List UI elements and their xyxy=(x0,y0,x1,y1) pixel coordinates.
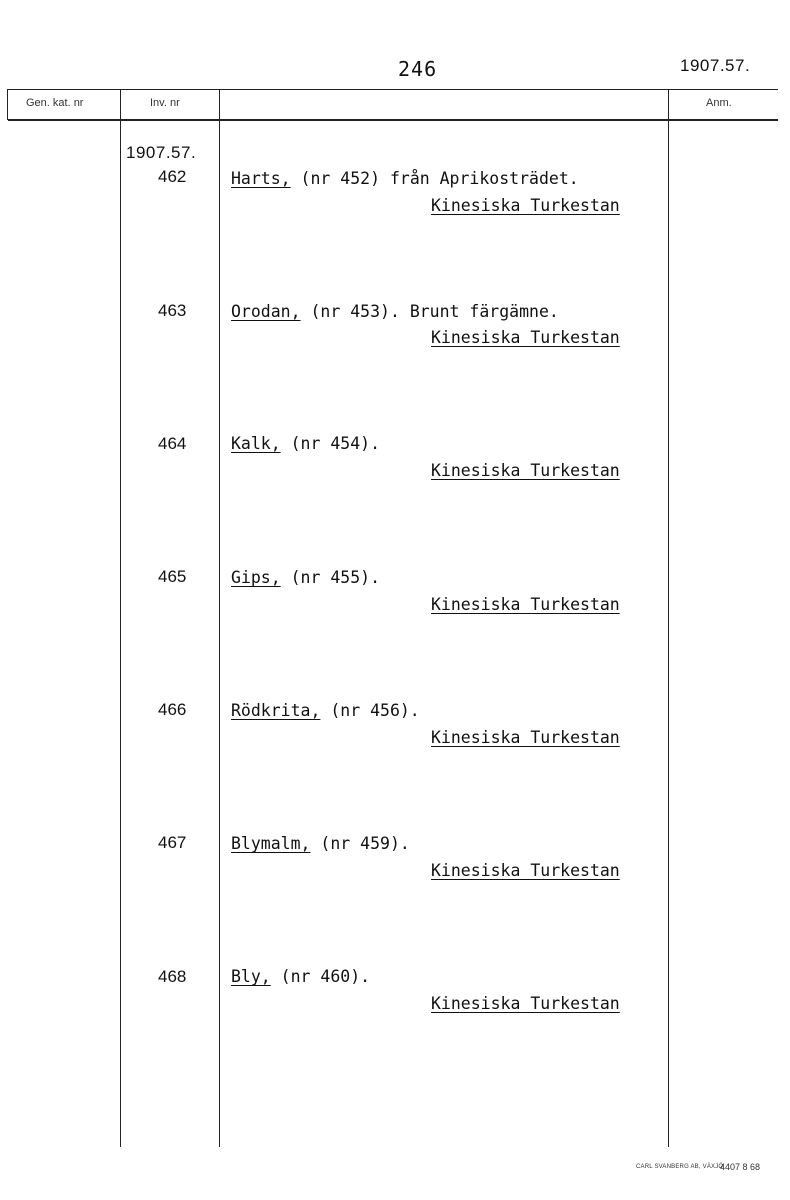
entry-origin: Kinesiska Turkestan xyxy=(431,728,620,747)
entry-detail: (nr 453). Brunt färgämne. xyxy=(300,302,559,321)
inv-number: 462 xyxy=(158,167,187,186)
header-bottom-rule xyxy=(8,119,778,121)
entry-origin: Kinesiska Turkestan xyxy=(431,328,620,347)
entry-name: Orodan, xyxy=(231,302,301,321)
inv-number: 468 xyxy=(158,967,187,986)
entry-name: Gips, xyxy=(231,568,281,587)
inv-number: 464 xyxy=(158,434,187,453)
form-number: 4407 8 68 xyxy=(720,1162,761,1172)
entry-origin: Kinesiska Turkestan xyxy=(431,196,620,215)
column-divider-gen-inv xyxy=(120,89,121,1147)
entry-origin: Kinesiska Turkestan xyxy=(431,595,620,614)
entry-description xyxy=(231,701,420,720)
column-divider-desc-anm xyxy=(668,89,669,1147)
entry-detail: (nr 459). xyxy=(310,834,410,853)
entry-description xyxy=(231,169,579,188)
year-entry: 1907.57. xyxy=(126,143,197,162)
entry-name: Blymalm, xyxy=(231,834,311,853)
inv-number: 463 xyxy=(158,301,187,320)
left-border xyxy=(7,89,8,120)
entry-description xyxy=(231,967,370,986)
printer-imprint: CARL SVANBERG AB, VÄXJÖ xyxy=(636,1164,724,1170)
entry-description xyxy=(231,568,380,587)
column-divider-inv-desc xyxy=(219,89,220,1147)
entry-description xyxy=(231,834,410,853)
entry-origin: Kinesiska Turkestan xyxy=(431,461,620,480)
series-number: 1907.57. xyxy=(680,56,751,75)
entry-name: Harts, xyxy=(231,169,291,188)
entry-name: Bly, xyxy=(231,967,271,986)
entry-detail: (nr 452) från Aprikosträdet. xyxy=(290,169,579,188)
column-header-anm: Anm. xyxy=(706,97,732,109)
page-number: 246 xyxy=(398,57,438,81)
entry-detail: (nr 454). xyxy=(280,434,381,453)
entry-origin: Kinesiska Turkestan xyxy=(431,861,620,880)
inv-number: 465 xyxy=(158,567,187,586)
column-header-gen-kat-nr: Gen. kat. nr xyxy=(26,97,84,109)
entry-name: Kalk, xyxy=(231,434,281,453)
entry-detail: (nr 460). xyxy=(270,967,371,986)
entry-name: Rödkrita, xyxy=(231,701,321,720)
header-top-rule xyxy=(8,89,778,90)
entry-description xyxy=(231,302,559,321)
column-header-inv-nr: Inv. nr xyxy=(150,97,180,109)
entry-detail: (nr 456). xyxy=(320,701,420,720)
entry-origin: Kinesiska Turkestan xyxy=(431,994,620,1013)
entry-description xyxy=(231,434,380,453)
inv-number: 467 xyxy=(158,833,187,852)
entry-detail: (nr 455). xyxy=(280,568,381,587)
inv-number: 466 xyxy=(158,700,187,719)
